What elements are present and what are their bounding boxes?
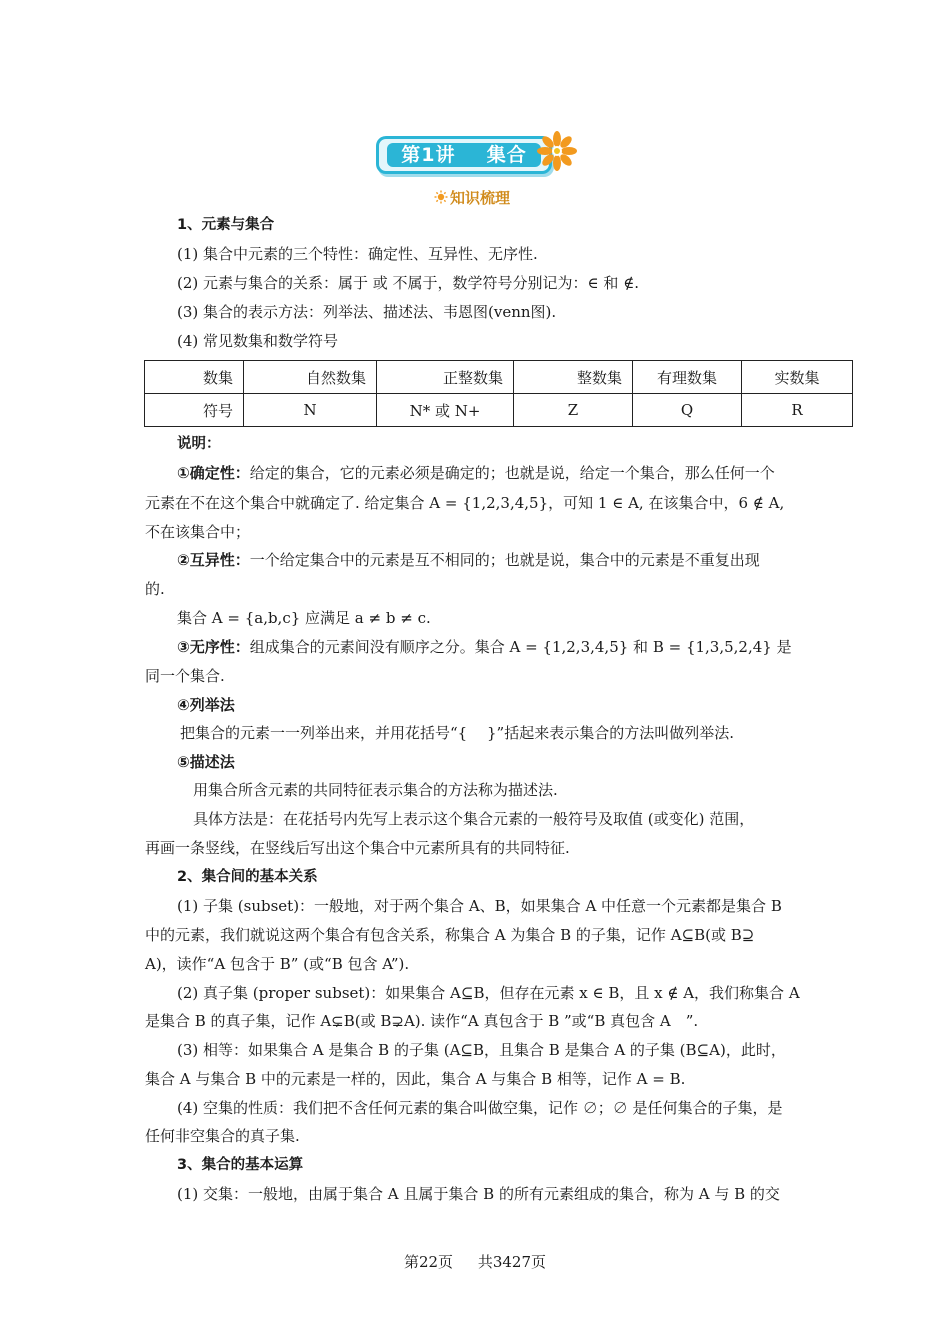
table-cell: 自然数集 xyxy=(244,361,377,394)
note-title: ③无序性： xyxy=(177,638,250,656)
table-cell: Z xyxy=(514,394,633,427)
paragraph: 把集合的元素一一列举出来，并用花括号“{ }”括起来表示集合的方法叫做列举法. xyxy=(180,724,734,742)
paragraph: 的. xyxy=(145,580,165,598)
paragraph: A)，读作“A 包含于 B” (或“B 包含 A”). xyxy=(145,955,410,973)
lecture-number: 第1讲 xyxy=(401,144,456,166)
paragraph: (3) 集合的表示方法：列举法、描述法、韦恩图(venn图). xyxy=(177,303,557,321)
paragraph: 集合 A = {a,b,c} 应满足 a ≠ b ≠ c. xyxy=(177,609,431,627)
paragraph: (3) 相等：如果集合 A 是集合 B 的子集 (A⊆B，且集合 B 是集合 A 的子集 (B⊆A)，此时， xyxy=(177,1041,786,1059)
paragraph: 用集合所含元素的共同特征表示集合的方法称为描述法. xyxy=(193,781,558,799)
paragraph: (4) 空集的性质：我们把不含任何元素的集合叫做空集，记作 ∅；∅ 是任何集合的子集，是 xyxy=(177,1099,783,1117)
table-cell: N xyxy=(244,394,377,427)
table-cell: 实数集 xyxy=(742,361,853,394)
lecture-topic: 集合 xyxy=(486,144,527,166)
note-title: ④列举法 xyxy=(177,696,235,714)
number-sets-table xyxy=(144,360,853,427)
paragraph: 中的元素，我们就说这两个集合有包含关系，称集合 A 为集合 B 的子集，记作 A⊆B(或 B⊇ xyxy=(145,926,755,944)
paragraph: 再画一条竖线，在竖线后写出这个集合中元素所具有的共同特征. xyxy=(145,839,570,857)
flower-icon xyxy=(536,130,578,172)
paragraph: (1) 交集：一般地，由属于集合 A 且属于集合 B 的所有元素组成的集合，称为 A 与 B 的交 xyxy=(177,1185,780,1203)
paragraph xyxy=(177,637,792,657)
table-cell: Q xyxy=(633,394,742,427)
table-cell: 正整数集 xyxy=(377,361,514,394)
table-header-row xyxy=(145,361,853,394)
note-text: 一个给定集合中的元素是互不相同的；也就是说，集合中的元素是不重复出现 xyxy=(249,551,760,569)
page-footer xyxy=(0,1251,950,1272)
note-title: ①确定性： xyxy=(177,464,250,482)
section-tag xyxy=(434,187,510,208)
paragraph: 是集合 B 的真子集，记作 A⊊B(或 B⊋A). 读作“A 真包含于 B ”或“B 真包含 A ”. xyxy=(145,1012,699,1030)
note-text: 给定的集合，它的元素必须是确定的；也就是说，给定一个集合，那么任何一个 xyxy=(249,464,775,482)
section-tag-label: 知识梳理 xyxy=(450,189,511,207)
table-row xyxy=(145,394,853,427)
heading-set-relations: 2、集合间的基本关系 xyxy=(177,869,318,885)
page-number: 第22页 xyxy=(403,1253,454,1271)
note-title: ②互异性： xyxy=(177,551,250,569)
heading-elements-and-sets: 1、元素与集合 xyxy=(177,217,275,233)
table-cell: R xyxy=(742,394,853,427)
heading-set-operations: 3、集合的基本运算 xyxy=(177,1157,304,1173)
paragraph: (4) 常见数集和数学符号 xyxy=(177,332,339,350)
paragraph xyxy=(177,463,775,483)
paragraph: 元素在不在这个集合中就确定了. 给定集合 A = {1,2,3,4,5}，可知 1 ∈ A, 在该集合中，6 ∉ A, xyxy=(145,494,785,512)
table-cell: 整数集 xyxy=(514,361,633,394)
table-cell: N* 或 N+ xyxy=(377,394,514,427)
paragraph: 同一个集合. xyxy=(145,667,225,685)
paragraph: 不在该集合中； xyxy=(145,523,251,541)
lecture-title xyxy=(387,143,541,167)
note-title: ⑤描述法 xyxy=(177,753,235,771)
table-cell: 有理数集 xyxy=(633,361,742,394)
table-cell: 符号 xyxy=(145,394,244,427)
paragraph xyxy=(177,550,760,570)
paragraph: 集合 A 与集合 B 中的元素是一样的，因此，集合 A 与集合 B 相等，记作 A = B. xyxy=(145,1070,686,1088)
paragraph: (1) 集合中元素的三个特性：确定性、互异性、无序性. xyxy=(177,245,538,263)
paragraph: (1) 子集 (subset)：一般地，对于两个集合 A、B，如果集合 A 中任意一个元素都是集合 B xyxy=(177,897,782,915)
paragraph: (2) 真子集 (proper subset)：如果集合 A⊆B，但存在元素 x ∈ B，且 x ∉ A，我们称集合 A xyxy=(177,984,800,1002)
paragraph: 任何非空集合的真子集. xyxy=(145,1127,300,1145)
paragraph: 具体方法是：在花括号内先写上表示这个集合元素的一般符号及取值 (或变化) 范围， xyxy=(193,810,755,828)
note-text: 组成集合的元素间没有顺序之分。集合 A = {1,2,3,4,5} 和 B = {1,3,5,2,4} 是 xyxy=(249,638,792,656)
paragraph: (2) 元素与集合的关系：属于 或 不属于，数学符号分别记为：∈ 和 ∉. xyxy=(177,274,640,292)
lecture-title-banner xyxy=(376,136,552,174)
table-cell: 数集 xyxy=(145,361,244,394)
sun-icon xyxy=(434,190,448,204)
page-total: 共3427页 xyxy=(477,1253,547,1271)
notes-label: 说明： xyxy=(177,436,221,452)
